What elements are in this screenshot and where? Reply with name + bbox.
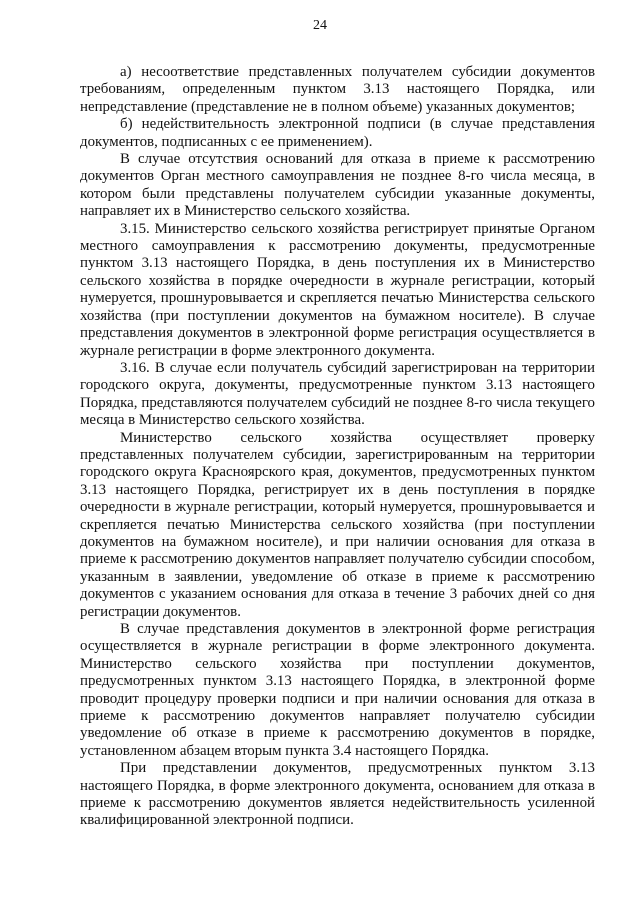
document-body: [80, 64, 595, 830]
paragraph-subitem-a: а) несоответствие представленных получателем субсидии документов требованиям, определенным пунктом 3.13 настоящего Порядка, или непредставление (представление не в полном объеме) указанных документов;: [80, 64, 595, 115]
page-number: 24: [313, 18, 327, 33]
paragraph-clause-3-15: 3.15. Министерство сельского хозяйства регистрирует принятые Органом местного самоуправления к рассмотрению документы, предусмотренные пунктом 3.13 настоящего Порядка, в день поступления их в Министерство сельского хозяйства в порядке очередности в журнале регистрации, который нумеруется, прошнуровывается и скрепляется печатью Министерства сельского хозяйства (при поступлении документов на бумажном носителе). В случае представления документов в электронной форме регистрация осуществляется в журнале регистрации в форме электронного документа.: [80, 220, 595, 359]
paragraph-subitem-b: б) недействительность электронной подписи (в случае представления документов, подписанных с ее применением).: [80, 116, 595, 150]
paragraph-ministry-verification: Министерство сельского хозяйства осуществляет проверку представленных получателем субсидии, зарегистрированным на территории городского округа Красноярского края, документов, предусмотренных пунктом 3.13 настоящего Порядка, регистрирует их в день поступления в порядке очередности в журнале регистрации, который нумеруется, прошнуровывается и скрепляется печатью Министерства сельского хозяйства (при поступлении документов на бумажном носителе), и при наличии основания для отказа в приеме к рассмотрению документов направляет получателю субсидии способом, указанным в заявлении, уведомление об отказе в приеме к рассмотрению документов с указанием основания для отказа в течение 3 рабочих дней со дня регистрации документов.: [80, 429, 595, 620]
paragraph-clause-3-16: 3.16. В случае если получатель субсидий зарегистрирован на территории городского округа, документы, предусмотренные пунктом 3.13 настоящего Порядка, представляются получателем субсидий не позднее 8-го числа текущего месяца в Министерство сельского хозяйства.: [80, 359, 595, 429]
paragraph-signature-invalidity: При представлении документов, предусмотренных пунктом 3.13 настоящего Порядка, в форме электронного документа, основанием для отказа в приеме к рассмотрению документов является недействительность усиленной квалифицированной электронной подписи.: [80, 760, 595, 829]
paragraph-no-grounds-for-refusal: В случае отсутствия оснований для отказа в приеме к рассмотрению документов Орган местного самоуправления не позднее 8-го числа месяца, в котором были представлены получателем субсидии указанные документы, направляет их в Министерство сельского хозяйства.: [80, 151, 595, 220]
paragraph-electronic-submission: В случае представления документов в электронной форме регистрация осуществляется в журнале регистрации в форме электронного документа. Министерство сельского хозяйства при поступлении документов, предусмотренных пунктом 3.13 настоящего Порядка, в электронной форме проводит процедуру проверки подписи и при наличии основания для отказа в приеме к рассмотрению документов направляет получателю субсидии уведомление об отказе в приеме к рассмотрению документов в порядке, установленном абзацем вторым пункта 3.4 настоящего Порядка.: [80, 621, 595, 759]
